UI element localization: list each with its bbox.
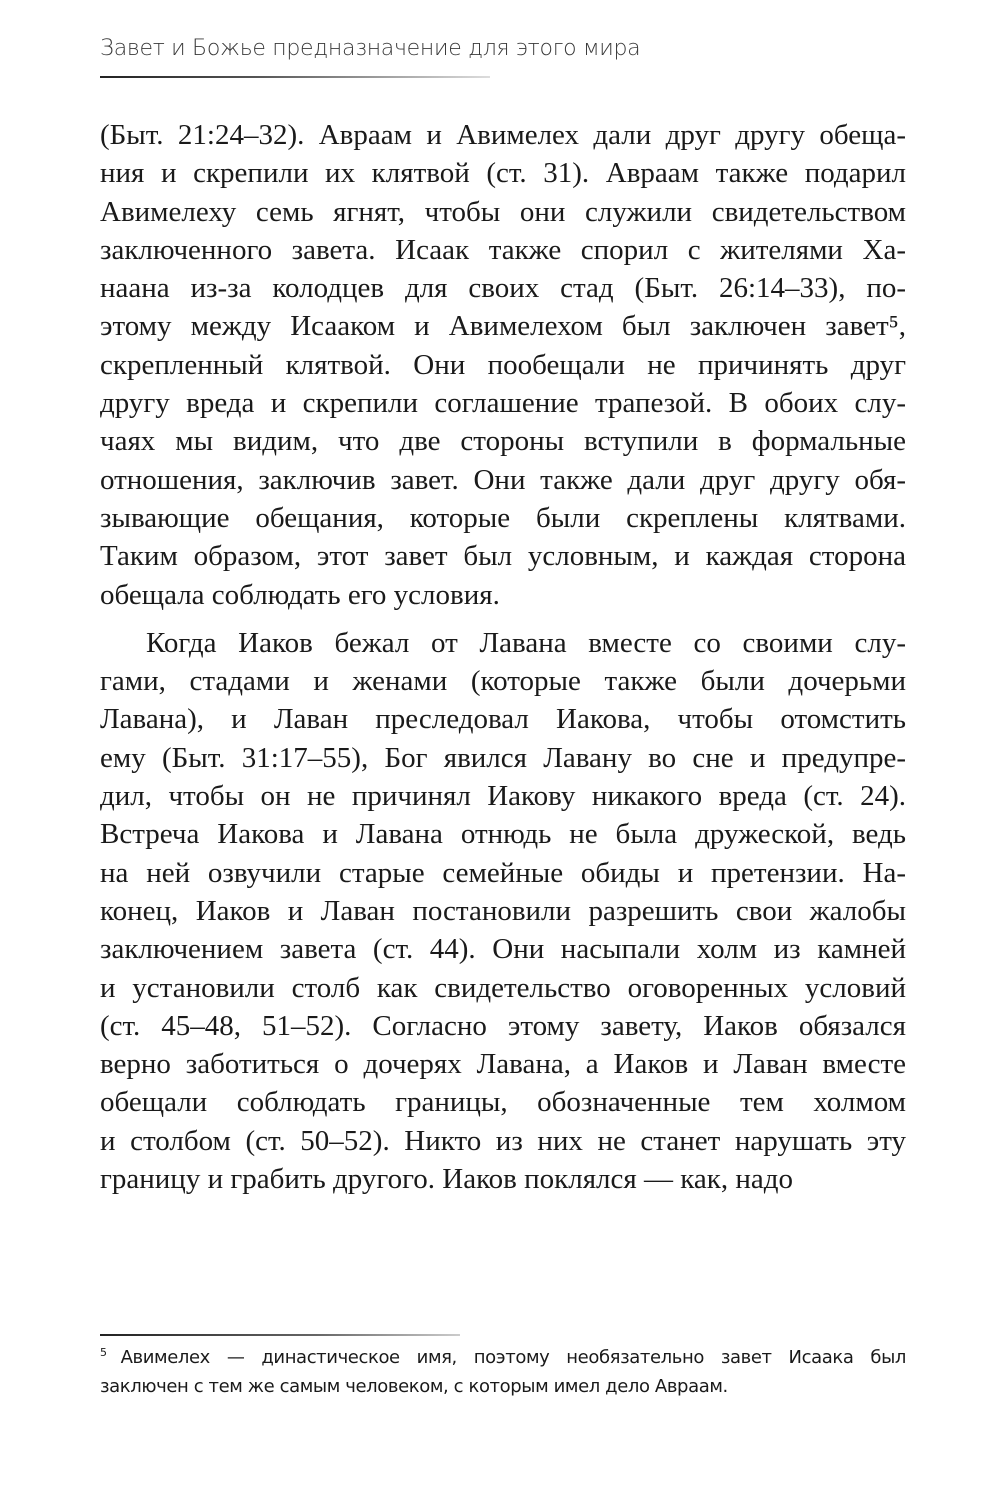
text-line: Встреча Иакова и Лавана отнюдь не была дружеской, ведь [100,818,906,851]
paragraph [100,624,906,1198]
text-line: Когда Иаков бежал от Лавана вместе со своими слу- [146,626,906,659]
text-line: отношения, заключив завет. Они также дали друг другу обя- [100,463,906,496]
footnote-number: 5 [100,1346,107,1359]
footnote-line [100,1343,906,1372]
text-line: ему (Быт. 31:17–55), Бог явился Лавану во сне и предупре- [100,741,906,774]
text-line: дил, чтобы он не причинял Иакову никакого вреда (ст. 24). [100,780,906,813]
text-line: обещали соблюдать границы, обозначенные тем холмом [100,1086,906,1119]
paragraph [100,116,906,614]
text-line: верно заботиться о дочерях Лавана, а Иаков и Лаван вместе [100,1048,906,1081]
text-line: другу вреда и скрепили соглашение трапезой. В обоих слу- [100,387,906,420]
text-line: Лавана), и Лаван преследовал Иакова, чтобы отомстить [100,703,906,736]
text-line: зывающие обещания, которые были скреплены клятвами. [100,501,906,534]
text-line: и столбом (ст. 50–52). Никто из них не станет нарушать эту [100,1124,906,1157]
text-line: заключенного завета. Исаак также спорил с жителями Ха- [100,233,906,266]
footnote-text: заключен с тем же самым человеком, с которым имел дело Авраам. [100,1376,728,1397]
header-rule [100,76,490,78]
text-line: конец, Иаков и Лаван постановили разрешить свои жалобы [100,894,906,927]
text-line: скрепленный клятвой. Они пообещали не причинять друг [100,348,906,381]
footnote-rule [100,1334,460,1336]
text-line: гами, стадами и женами (которые также были дочерьми [100,665,906,698]
text-line: Таким образом, этот завет был условным, и каждая сторона [100,540,906,573]
running-header: Завет и Божье предназначение для этого мира [100,36,641,61]
body-text [100,116,906,1198]
footnote [100,1343,906,1401]
text-line: границу и грабить другого. Иаков поклялся — как, надо [100,1163,793,1196]
text-line: этому между Исааком и Авимелехом был заключен завет⁵, [100,310,906,343]
text-line: наана из-за колодцев для своих стад (Быт. 26:14–33), по- [100,272,906,305]
text-line: (ст. 45–48, 51–52). Согласно этому завету, Иаков обязался [100,1009,906,1042]
text-line: ния и скрепили их клятвой (ст. 31). Авраам также подарил [100,157,906,190]
text-line: заключением завета (ст. 44). Они насыпали холм из камней [100,933,906,966]
text-line: чаях мы видим, что две стороны вступили в формальные [100,425,906,458]
text-line: (Быт. 21:24–32). Авраам и Авимелех дали друг другу обеща- [100,119,906,151]
text-line: и установили столб как свидетельство оговоренных условий [100,971,906,1004]
text-line: на ней озвучили старые семейные обиды и претензии. На- [100,856,906,889]
text-line: обещала соблюдать его условия. [100,578,500,611]
footnote-line [100,1372,906,1401]
text-line: Авимелеху семь ягнят, чтобы они служили свидетельством [100,195,906,228]
footnote-text: Авимелех — династическое имя, поэтому необязательно завет Исаака был [120,1347,906,1368]
